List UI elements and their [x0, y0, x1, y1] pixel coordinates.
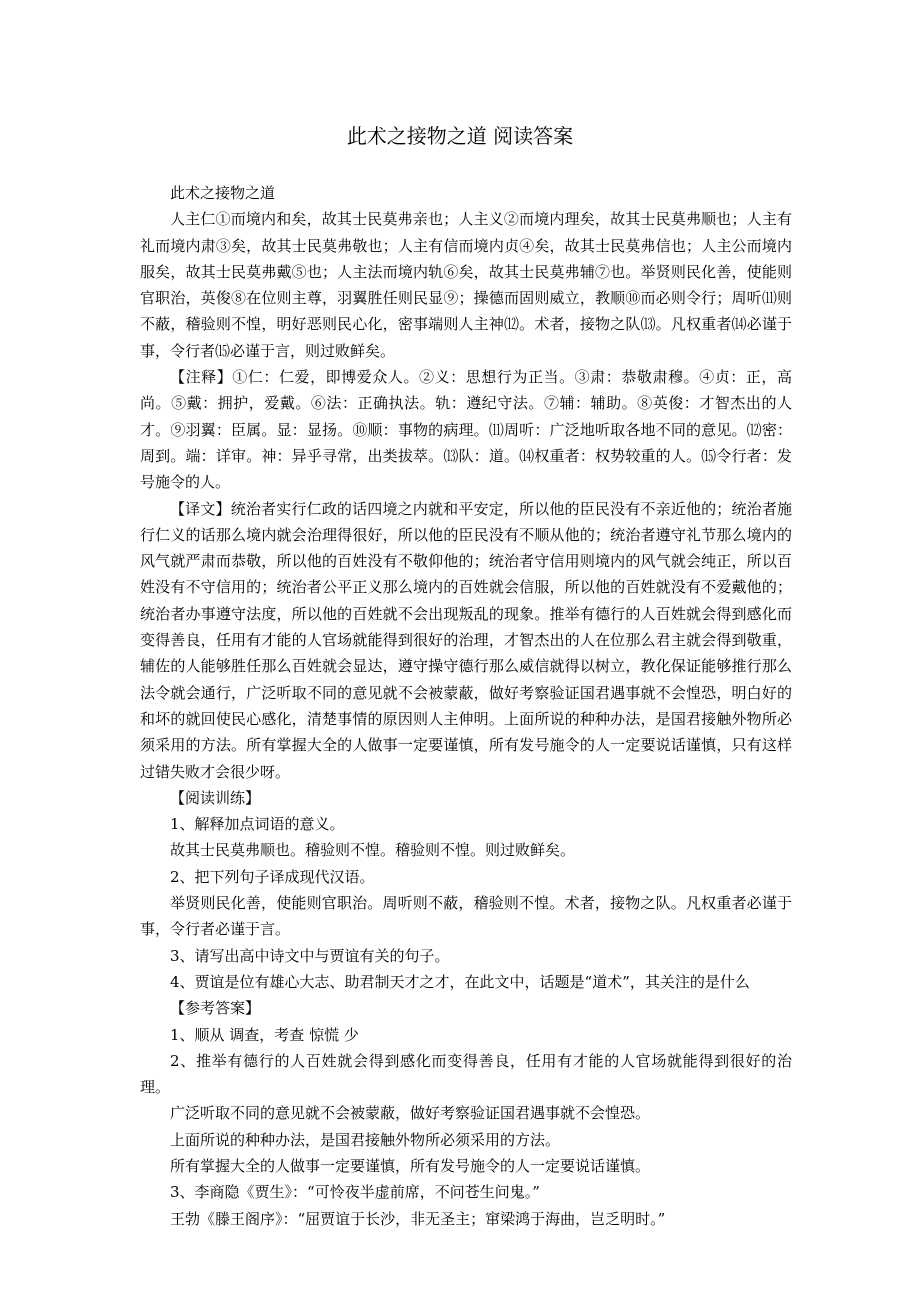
answers-heading: 【参考答案】 — [170, 999, 261, 1018]
exercise-question-2: 2、把下列句子译成现代汉语。 — [170, 867, 375, 886]
translation-paragraph: 【译文】统治者实行仁政的话四境之内就和平安定，所以他的臣民没有不亲近他的；统治者施行仁义的话那么境内就会治理得很好，所以他的臣民没有不顺从他的；统治者遵守礼节那么境内的风气就严肃而恭敬，所以他的百姓没有不敬仰他的；统治者守信用则境内的风气就会纯正，所以百姓没有不守信用的；统治者公平正义那么境内的百姓就会信服，所以他的百姓就没有不爱戴他的；统治者办事遵守法度，所以他的百姓就不会出现叛乱的现象。推举有德行的人百姓就会得到感化而变得善良，任用有才能的人官场就能得到很好的治理，才智杰出的人在位那么君主就会得到敬重，辅佐的人能够胜任那么百姓就会显达，遵守操守德行那么威信就得以树立，教化保证能够推行那么法令就会通行，广泛听取不同的意见就不会被蒙蔽，做好考察验证国君遇事就不会惶恐，明白好的和坏的就回使民心感化，清楚事情的原因则人主伸明。上面所说的种种办法，是国君接触外物所必须采用的方法。所有掌握大全的人做事一定要谨慎，所有发号施令的人一定要说话谨慎，只有这样过错失败才会很少呀。 — [140, 499, 792, 781]
page-title: 此术之接物之道 阅读答案 — [346, 124, 574, 148]
answer-3-line-2: 王勃《滕王阁序》：“屈贾谊于长沙，非无圣主；窜梁鸿于海曲，岂乏明时。” — [170, 1209, 666, 1228]
exercise-question-2-items: 举贤则民化善，使能则官职治。周听则不蔽，稽验则不惶。术者，接物之队。凡权重者必谨于事，令行者必谨于言。 — [140, 894, 792, 939]
answer-1: 1、顺从 调查，考查 惊慌 少 — [170, 1025, 359, 1044]
answer-2-line-3: 上面所说的种种办法，是国君接触外物所必须采用的方法。 — [170, 1130, 561, 1149]
document-body — [140, 180, 792, 1232]
exercise-question-4: 4、贾谊是位有雄心大志、助君制天才之才，在此文中，话题是“道术”，其关注的是什么 — [170, 972, 750, 991]
exercise-question-1: 1、解释加点词语的意义。 — [170, 815, 345, 834]
section-title: 此术之接物之道 — [170, 184, 276, 202]
original-text-paragraph: 人主仁①而境内和矣，故其士民莫弗亲也；人主义②而境内理矣，故其士民莫弗顺也；人主有礼而境内肃③矣，故其士民莫弗敬也；人主有信而境内贞④矣，故其士民莫弗信也；人主公而境内服矣，故其士民莫弗戴⑤也；人主法而境内轨⑥矣，故其士民莫弗辅⑦也。举贤则民化善，使能则官职治，英俊⑧在位则主尊，羽翼胜任则民显⑨；操德而固则威立，教顺⑩而必则令行；周听⑾则不蔽，稽验则不惶，明好恶则民心化，密事端则人主神⑿。术者，接物之队⒀。凡权重者⒁必谨于事，令行者⒂必谨于言，则过败鲜矣。 — [140, 210, 792, 360]
answer-2-line-2: 广泛听取不同的意见就不会被蒙蔽，做好考察验证国君遇事就不会惶恐。 — [170, 1104, 651, 1123]
answer-2: 2、推举有德行的人百姓就会得到感化而变得善良，任用有才能的人官场就能得到很好的治理。 — [140, 1051, 792, 1097]
exercise-question-1-items: 故其士民莫弗顺也。稽验则不惶。稽验则不惶。则过败鲜矣。 — [170, 841, 576, 860]
answer-2-line-4: 所有掌握大全的人做事一定要谨慎，所有发号施令的人一定要说话谨慎。 — [170, 1156, 651, 1175]
exercise-heading: 【阅读训练】 — [170, 788, 261, 807]
annotation-paragraph: 【注释】①仁：仁爱，即博爱众人。②义：思想行为正当。③肃：恭敬肃穆。④贞：正，高尚。⑤戴：拥护，爱戴。⑥法：正确执法。轨：遵纪守法。⑦辅：辅助。⑧英俊：才智杰出的人才。⑨羽翼：臣属。显：显扬。⑩顺：事物的病理。⑾周听：广泛地听取各地不同的意见。⑿密：周到。端：详审。神：异乎寻常，出类拔萃。⒀队：道。⒁权重者：权势较重的人。⒂令行者：发号施令的人。 — [140, 368, 792, 492]
answer-3: 3、李商隐《贾生》：“可怜夜半虚前席，不问苍生问鬼。” — [170, 1183, 540, 1202]
exercise-question-3: 3、请写出高中诗文中与贾谊有关的句子。 — [170, 946, 450, 965]
